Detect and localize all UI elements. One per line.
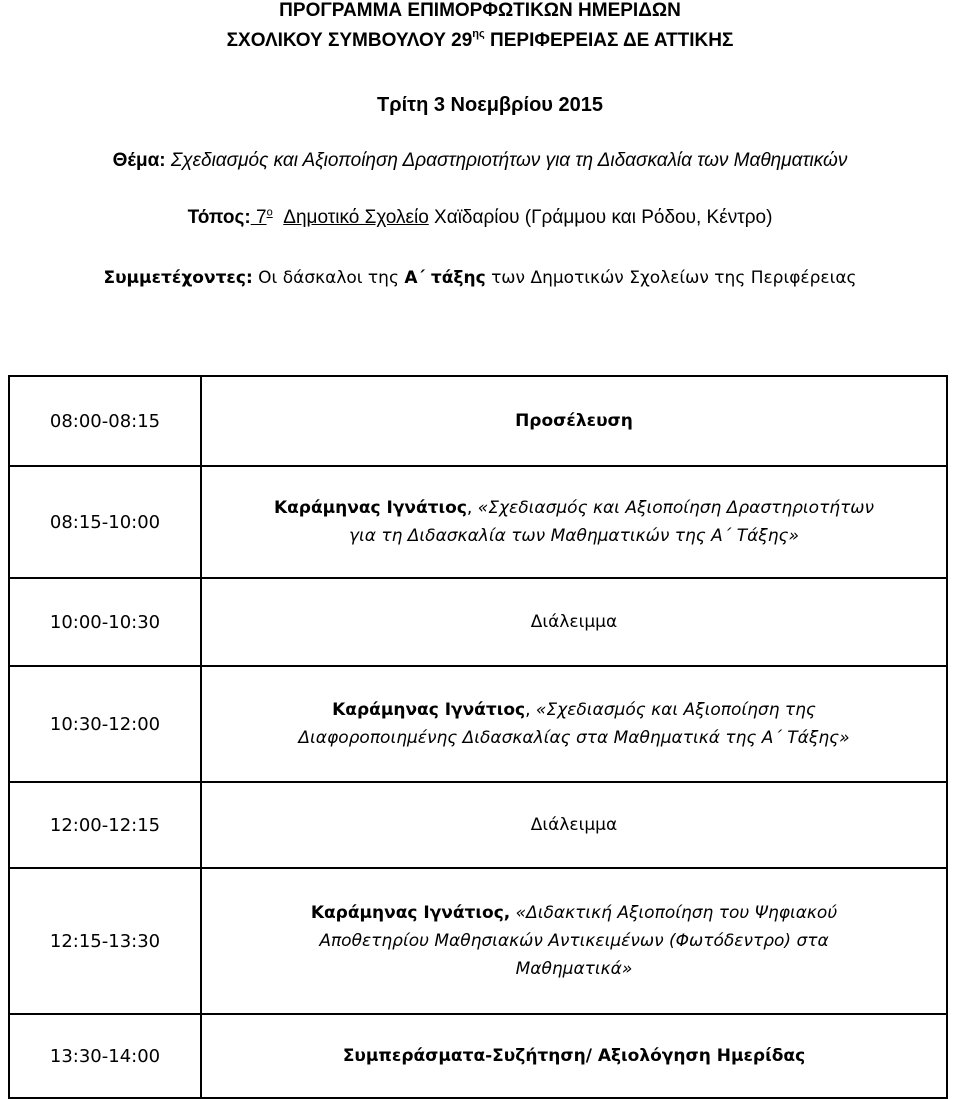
session-talk: Καράμηνας Ιγνάτιος, «Σχεδιασμός και Αξιοποίηση της Διαφοροποιημένης Διδασκαλίας στα Μαθηματικά της Α΄ Τάξης» <box>201 666 947 782</box>
session-title: Διάλειμμα <box>201 578 947 666</box>
schedule-table <box>8 375 948 1099</box>
session-title: Διάλειμμα <box>201 782 947 868</box>
talk-title: «Διδακτική Αξιοποίηση του Ψηφιακού <box>515 903 838 923</box>
schedule-row <box>9 578 947 666</box>
session-talk: Καράμηνας Ιγνάτιος, «Διδακτική Αξιοποίηση του Ψηφιακού Αποθετηρίου Μαθησιακών Αντικειμένων (Φωτόδεντρο) στα Μαθηματικά» <box>201 868 947 1014</box>
place-line: Τόπος: $7^o$ Δημοτικό Σχολείο Χαϊδαρίου (Γράμμου και Ρόδου, Κέντρο) <box>187 206 773 228</box>
talk-title: «Σχεδιασμός και Αξιοποίηση Δραστηριοτήτων <box>477 498 875 518</box>
time-slot: 10:30-12:00 <box>9 666 201 782</box>
schedule-row <box>9 782 947 868</box>
schedule-row <box>9 376 947 466</box>
time-slot: 08:15-10:00 <box>9 466 201 578</box>
time-slot: 13:30-14:00 <box>9 1014 201 1098</box>
time-slot: 12:00-12:15 <box>9 782 201 868</box>
place-label: Τόπος: <box>187 207 251 228</box>
session-title: Προσέλευση <box>201 376 947 466</box>
place-school: Δημοτικό Σχολείο <box>283 207 429 228</box>
schedule-row <box>9 1014 947 1098</box>
time-slot: 08:00-08:15 <box>9 376 201 466</box>
advisor-title: ΣΧΟΛΙΚΟΥ ΣΥΜΒΟΥΛΟΥ $29^{\eta\varsigma}$ ΠΕΡΙΦΕΡΕΙΑΣ ΔΕ ΑΤΤΙΚΗΣ <box>226 27 734 51</box>
schedule-row <box>9 868 947 1014</box>
topic-line <box>0 150 960 172</box>
session-title: Συμπεράσματα-Συζήτηση/ Αξιολόγηση Ημερίδας <box>201 1014 947 1098</box>
speaker-name: Καράμηνας Ιγνάτιος, <box>310 903 511 923</box>
session-talk: Καράμηνας Ιγνάτιος, «Σχεδιασμός και Αξιοποίηση Δραστηριοτήτων για τη Διδασκαλία των Μαθηματικών της Α΄ Τάξης» <box>201 466 947 578</box>
schedule-row <box>9 466 947 578</box>
participants-line: Συμμετέχοντες: Οι δάσκαλοι της Α΄ τάξης των Δημοτικών Σχολείων της Περιφέρειας <box>103 268 857 288</box>
talk-title: «Σχεδιασμός και Αξιοποίηση της <box>535 700 816 720</box>
event-date: Τρίτη 3 Νοεμβρίου 2015 <box>377 94 603 116</box>
schedule-row <box>9 666 947 782</box>
program-title: ΠΡΟΓΡΑΜΜΑ ΕΠΙΜΟΡΦΩΤΙΚΩΝ ΗΜΕΡΙΔΩΝ <box>279 0 681 21</box>
topic-label: Θέμα: <box>112 150 166 171</box>
time-slot: 10:00-10:30 <box>9 578 201 666</box>
participants-label: Συμμετέχοντες: <box>103 268 253 288</box>
speaker-name: Καράμηνας Ιγνάτιος <box>332 700 526 720</box>
time-slot: 12:15-13:30 <box>9 868 201 1014</box>
topic-value: Σχεδιασμός και Αξιοποίηση Δραστηριοτήτων για τη Διδασκαλία των Μαθηματικών <box>165 150 848 171</box>
speaker-name: Καράμηνας Ιγνάτιος <box>273 498 467 518</box>
